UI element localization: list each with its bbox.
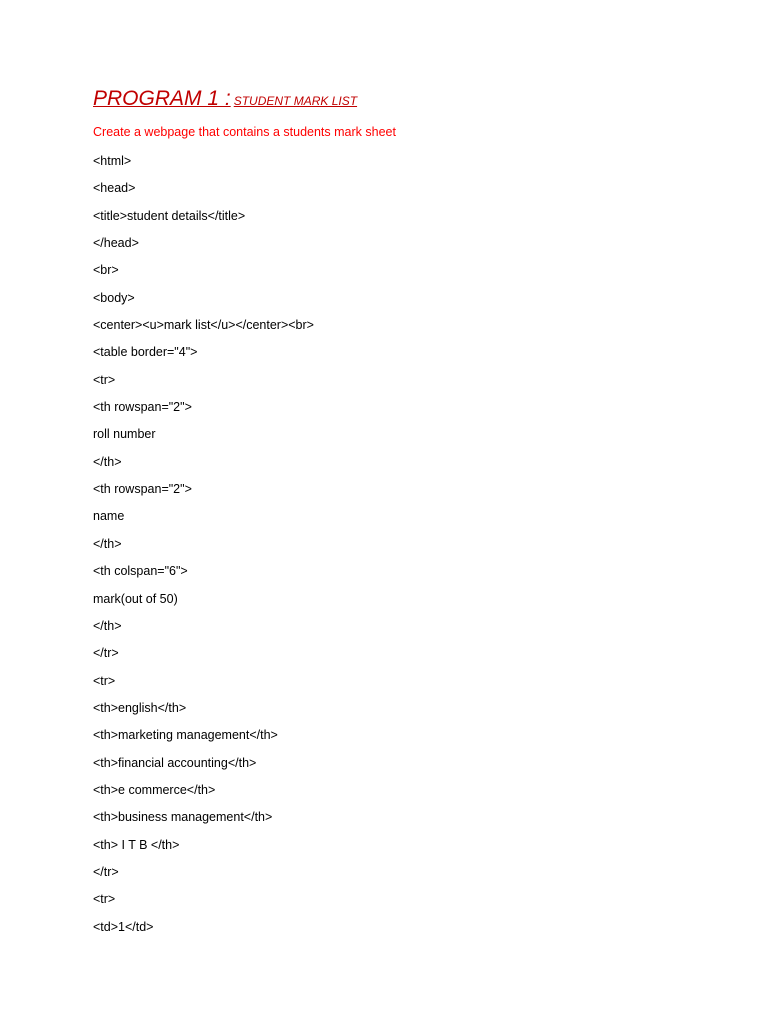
code-line: mark(out of 50) xyxy=(93,591,178,606)
code-line: roll number xyxy=(93,427,156,442)
code-line: <th colspan="6"> xyxy=(93,564,188,579)
code-listing xyxy=(93,152,314,945)
program-description: Create a webpage that contains a students mark sheet xyxy=(93,125,396,139)
code-line: <th>financial accounting</th> xyxy=(93,755,257,770)
code-line: </th> xyxy=(93,618,122,633)
code-line: <head> xyxy=(93,181,136,196)
code-line: <th> I T B </th> xyxy=(93,837,180,852)
program-number: PROGRAM 1 : xyxy=(93,87,231,110)
code-line: <th>business management</th> xyxy=(93,810,273,825)
code-line: <th>marketing management</th> xyxy=(93,728,278,743)
code-line: <th rowspan="2"> xyxy=(93,400,192,415)
code-line: <body> xyxy=(93,290,135,305)
program-title: STUDENT MARK LIST xyxy=(233,94,358,108)
code-line: </tr> xyxy=(93,864,119,879)
code-line: </th> xyxy=(93,536,122,551)
code-line: <center><u>mark list</u></center><br> xyxy=(93,318,314,333)
code-line: <br> xyxy=(93,263,119,278)
code-line: <th>english</th> xyxy=(93,700,187,715)
code-line: <th>e commerce</th> xyxy=(93,782,216,797)
code-line: <th rowspan="2"> xyxy=(93,482,192,497)
code-line: <tr> xyxy=(93,892,116,907)
code-line: <html> xyxy=(93,154,132,168)
code-line: </th> xyxy=(93,454,122,469)
code-line: <title>student details</title> xyxy=(93,208,246,223)
code-line: <tr> xyxy=(93,372,116,387)
program-heading xyxy=(93,87,357,111)
code-line: </head> xyxy=(93,236,139,251)
code-line: name xyxy=(93,509,125,524)
code-line: <table border="4"> xyxy=(93,345,198,360)
code-line: </tr> xyxy=(93,646,119,661)
code-line: <tr> xyxy=(93,673,116,688)
code-line: <td>1</td> xyxy=(93,919,154,934)
